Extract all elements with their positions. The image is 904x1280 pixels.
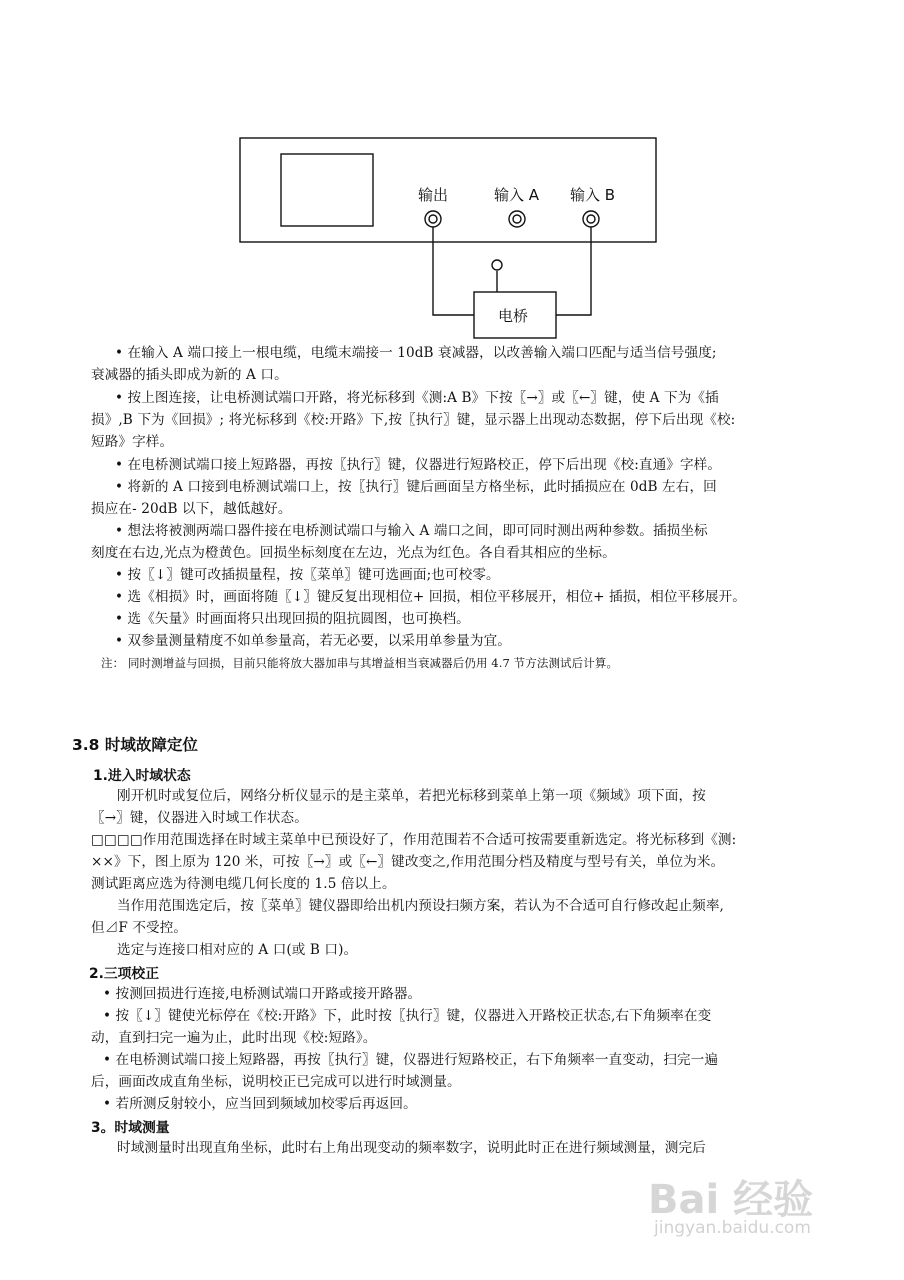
text-line: 后，画面改成直角坐标，说明校正已完成可以进行时域测量。 bbox=[91, 1074, 461, 1090]
text-line: 短路》字样。 bbox=[91, 434, 174, 450]
text-line: 选定与连接口相对应的 A 口(或 B 口)。 bbox=[117, 942, 358, 958]
text-line: • 双参量测量精度不如单参量高，若无必要，以采用单参量为宜。 bbox=[115, 633, 511, 649]
text-line: 损应在- 20dB 以下，越低越好。 bbox=[91, 501, 292, 517]
label-output: 输出 bbox=[418, 186, 449, 204]
text-line: • 按〖↓〗键可改插损量程，按〖菜单〗键可选画面;也可校零。 bbox=[115, 567, 500, 583]
text-line: 刚开机时或复位后，网络分析仪显示的是主菜单，若把光标移到菜单上第一项《频域》项下面，按 bbox=[117, 788, 706, 804]
bridge-test-port bbox=[492, 260, 502, 270]
text-line: 衰减器的插头即成为新的 A 口。 bbox=[91, 367, 288, 383]
note-line: 注： 同时测增益与回损，目前只能将放大器加串与其增益相当衰减器后仍用 4.7 节方法测试后计算。 bbox=[101, 656, 619, 670]
watermark-logo-text: Bai 经验 bbox=[648, 1177, 814, 1223]
connector-in-b bbox=[583, 211, 599, 227]
connector-out bbox=[425, 211, 441, 227]
text-line: • 想法将被测两端口器件接在电桥测试端口与输入 A 端口之间，即可同时测出两种参数。插损坐标 bbox=[115, 523, 708, 539]
label-input-b: 输入 B bbox=[570, 186, 616, 204]
text-line: □□□□作用范围选择在时域主菜单中已预设好了，作用范围若不合适可按需要重新选定。将光标移到《测: bbox=[91, 832, 737, 848]
text-line: • 若所测反射较小，应当回到频域加校零后再返回。 bbox=[103, 1096, 417, 1112]
connection-diagram bbox=[0, 0, 904, 350]
watermark-url: jingyan.baidu.com bbox=[654, 1218, 811, 1238]
subsection-title-2: 2.三项校正 bbox=[89, 966, 160, 982]
text-line: • 将新的 A 口接到电桥测试端口上，按〖执行〗键后画面呈方格坐标，此时插损应在 0dB 左右，回 bbox=[115, 479, 717, 495]
text-line: • 在输入 A 端口接上一根电缆，电缆末端接一 10dB 衰减器，以改善输入端口匹配与适当信号强度; bbox=[115, 345, 717, 361]
subsection-title-3: 3。时域测量 bbox=[91, 1120, 170, 1136]
text-line: • 在电桥测试端口接上短路器，再按〖执行〗键，仪器进行短路校正，停下后出现《校:直通》字样。 bbox=[115, 457, 722, 473]
text-line: 时域测量时出现直角坐标，此时右上角出现变动的频率数字，说明此时正在进行频域测量，测完后 bbox=[117, 1140, 706, 1156]
text-line: 当作用范围选定后，按〖菜单〗键仪器即给出机内预设扫频方案，若认为不合适可自行修改起止频率, bbox=[117, 898, 724, 914]
text-line: 〖→〗键，仪器进入时域工作状态。 bbox=[91, 810, 308, 826]
baidu-jingyan-watermark bbox=[648, 1168, 888, 1268]
text-line: ××》下，图上原为 120 米，可按〖→〗或〖←〗键改变之,作用范围分档及精度与型号有关，单位为米。 bbox=[91, 854, 725, 870]
text-line: • 选《相损》时，画面将随〖↓〗键反复出现相位+ 回损，相位平移展开，相位+ 插损，相位平移展开。 bbox=[115, 589, 746, 605]
cable-in-b bbox=[556, 227, 591, 315]
label-bridge: 电桥 bbox=[498, 307, 529, 325]
text-line: • 在电桥测试端口接上短路器，再按〖执行〗键，仪器进行短路校正，右下角频率一直变动，扫完一遍 bbox=[103, 1052, 719, 1068]
cable-out bbox=[433, 227, 474, 315]
text-line: 动，直到扫完一遍为止，此时出现《校:短路》。 bbox=[91, 1030, 377, 1046]
section-title: 3.8 时域故障定位 bbox=[72, 736, 198, 754]
label-input-a: 输入 A bbox=[494, 186, 540, 204]
text-line: 损》,B 下为《回损》; 将光标移到《校:开路》下,按〖执行〗键，显示器上出现动态数据，停下后出现《校: bbox=[91, 412, 736, 428]
connector-in-a bbox=[509, 211, 525, 227]
text-line: • 按上图连接，让电桥测试端口开路，将光标移到《测:A B》下按〖→〗或〖←〗键，使 A 下为《插 bbox=[115, 390, 719, 406]
text-line: 刻度在右边,光点为橙黄色。回损坐标刻度在左边，光点为红色。各自看其相应的坐标。 bbox=[91, 545, 616, 561]
text-line: • 按测回损进行连接,电桥测试端口开路或接开路器。 bbox=[103, 986, 422, 1002]
diagram-lines bbox=[0, 0, 904, 350]
text-line: 测试距离应选为待测电缆几何长度的 1.5 倍以上。 bbox=[91, 876, 396, 892]
instrument-screen bbox=[281, 154, 373, 226]
text-line: • 选《矢量》时画面将只出现回损的阻抗圆图，也可换档。 bbox=[115, 611, 470, 627]
text-line: • 按〖↓〗键使光标停在《校:开路》下，此时按〖执行〗键，仪器进入开路校正状态,右下角频率在变 bbox=[103, 1008, 712, 1024]
subsection-title-1: 1.进入时域状态 bbox=[93, 768, 191, 784]
text-line: 但⊿F 不受控。 bbox=[91, 920, 188, 936]
